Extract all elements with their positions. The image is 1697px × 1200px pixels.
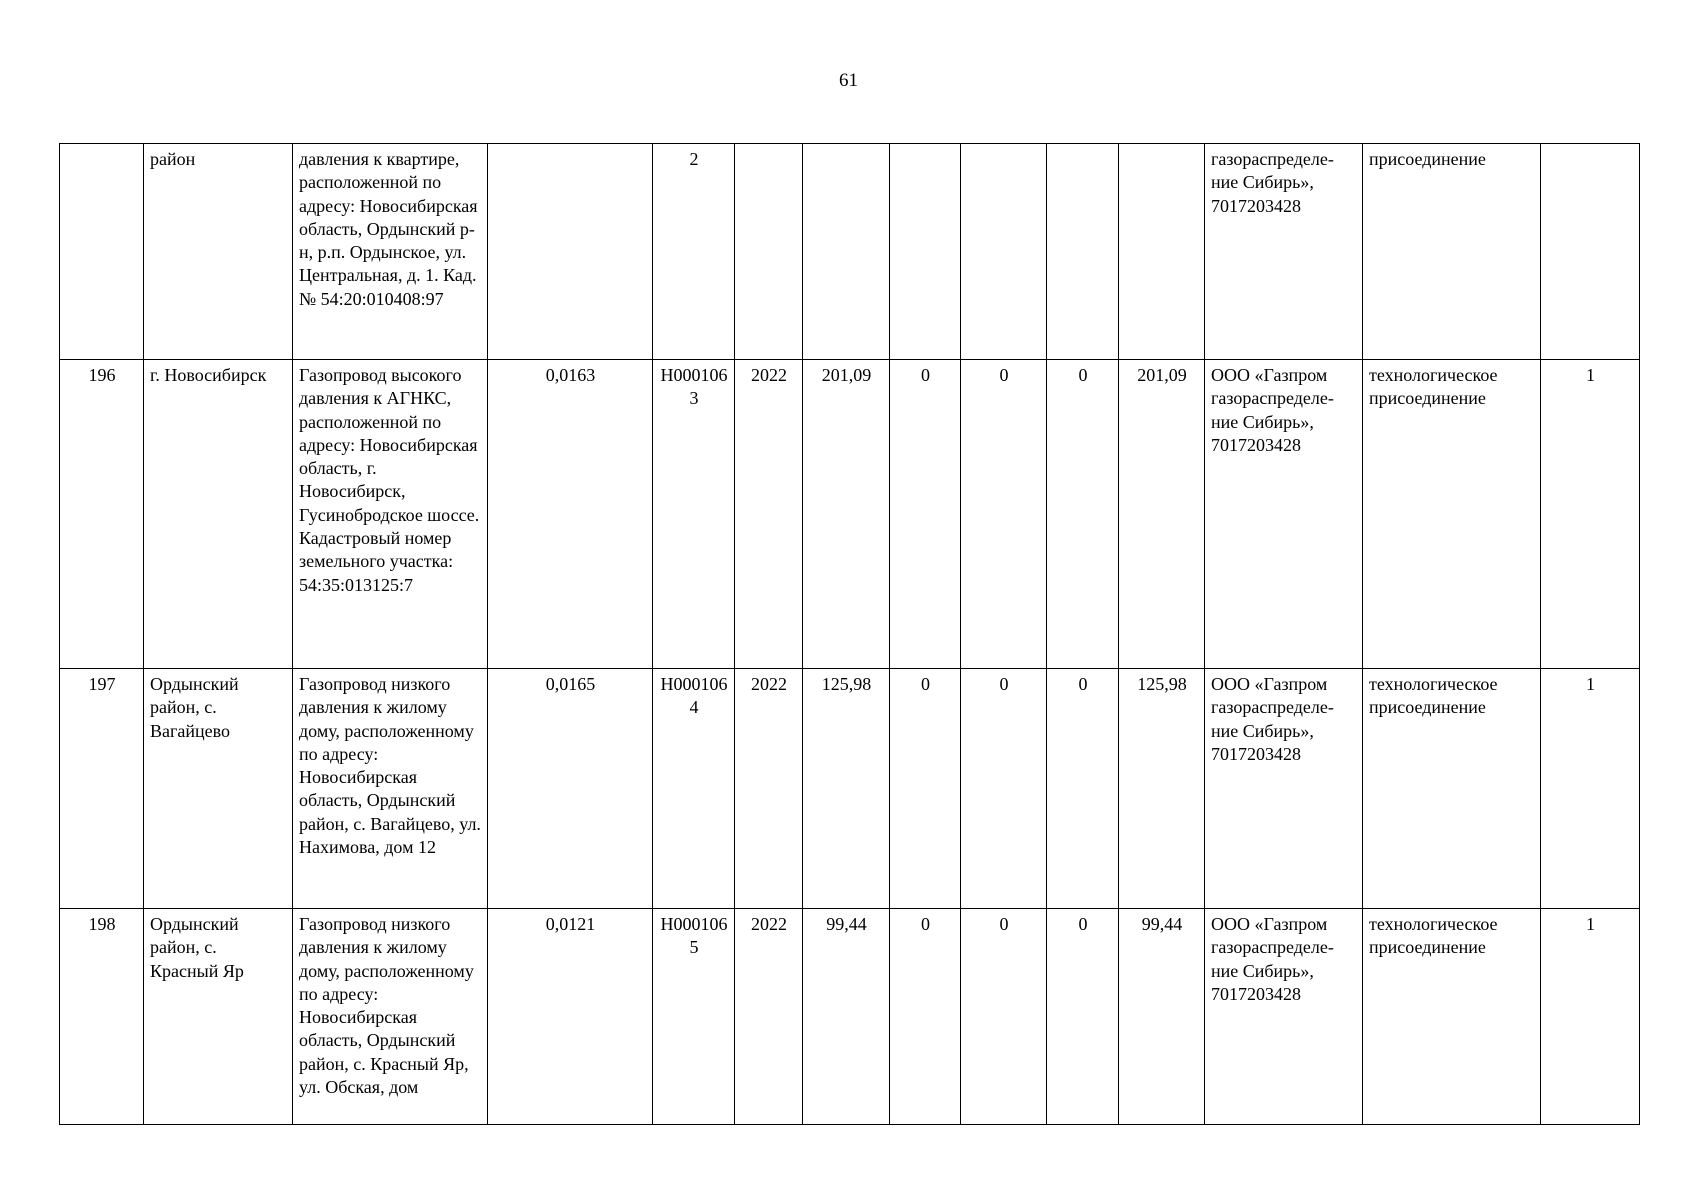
cell-year: 2022 [735,669,803,909]
cell-count: 1 [1541,360,1640,669]
cell-year: 2022 [735,360,803,669]
cell-owner: газораспределе-ние Сибирь», 7017203428 [1205,144,1363,360]
cell-inventory-code: Н0001065 [653,909,735,1125]
cell-locality: г. Новосибирск [144,360,293,669]
cell-description: давления к квартире, расположенной по адресу: Новосибирская область, Ордынский р-н, р.п. Ордынское, ул. Центральная, д. 1. Кад. № 54:20:010408:97 [293,144,488,360]
cell-amount: 201,09 [1119,360,1205,669]
cell-description: Газопровод высокого давления к АГНКС, расположенной по адресу: Новосибирская область, г. Новосибирск, Гусинобродское шоссе. Кадастровый номер земельного участка: 54:35:013125:7 [293,360,488,669]
cell-value-3: 0 [1047,669,1119,909]
cell-number: 198 [60,909,144,1125]
cell-number: 197 [60,669,144,909]
cell-value-3: 0 [1047,360,1119,669]
table-row [60,144,1640,360]
table-row [60,909,1640,1125]
cell-value-1: 0 [890,360,961,669]
cell-description: Газопровод низкого давления к жилому дому, расположенному по адресу: Новосибирская область, Ордынский район, с. Красный Яр, ул. Обская, дом [293,909,488,1125]
cell-inventory-code: Н0001064 [653,669,735,909]
cell-value-1: 0 [890,909,961,1125]
cell-value-2: 0 [961,360,1047,669]
cell-amount: 125,98 [1119,669,1205,909]
cell-amount: 99,44 [1119,909,1205,1125]
cell-value-2: 0 [961,669,1047,909]
cell-purpose: присоединение [1363,144,1541,360]
cell-total [803,144,890,360]
cell-purpose: технологическое присоединение [1363,669,1541,909]
cell-locality: район [144,144,293,360]
cell-inventory-code: Н0001063 [653,360,735,669]
cell-total: 125,98 [803,669,890,909]
cell-description: Газопровод низкого давления к жилому дому, расположенному по адресу: Новосибирская область, Ордынский район, с. Вагайцево, ул. Нахимова, дом 12 [293,669,488,909]
cell-length: 0,0163 [488,360,653,669]
cell-locality: Ордынский район, с. Красный Яр [144,909,293,1125]
cell-length: 0,0165 [488,669,653,909]
cell-inventory-code: 2 [653,144,735,360]
cell-locality: Ордынский район, с. Вагайцево [144,669,293,909]
cell-number: 196 [60,360,144,669]
cell-value-3 [1047,144,1119,360]
cell-length [488,144,653,360]
cell-year: 2022 [735,909,803,1125]
table-row [60,669,1640,909]
cell-purpose: технологическое присоединение [1363,360,1541,669]
cell-count: 1 [1541,909,1640,1125]
cell-value-2: 0 [961,909,1047,1125]
table-row [60,360,1640,669]
cell-owner: ООО «Газпром газораспределе-ние Сибирь», 7017203428 [1205,909,1363,1125]
cell-amount [1119,144,1205,360]
cell-value-2 [961,144,1047,360]
cell-purpose: технологическое присоединение [1363,909,1541,1125]
registry-table [59,143,1640,1125]
cell-total: 99,44 [803,909,890,1125]
cell-count [1541,144,1640,360]
cell-value-1 [890,144,961,360]
cell-length: 0,0121 [488,909,653,1125]
cell-value-3: 0 [1047,909,1119,1125]
cell-owner: ООО «Газпром газораспределе-ние Сибирь», 7017203428 [1205,669,1363,909]
cell-count: 1 [1541,669,1640,909]
cell-total: 201,09 [803,360,890,669]
cell-number [60,144,144,360]
cell-value-1: 0 [890,669,961,909]
page-number: 61 [839,70,858,91]
cell-owner: ООО «Газпром газораспределе-ние Сибирь», 7017203428 [1205,360,1363,669]
cell-year [735,144,803,360]
